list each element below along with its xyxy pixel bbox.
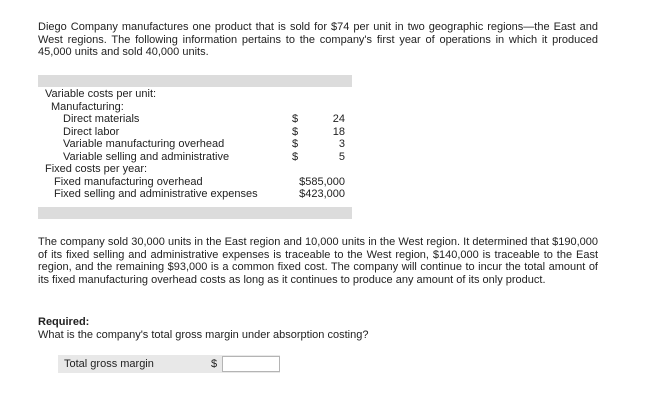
row-label: Variable selling and administrative (63, 150, 230, 163)
total-gross-margin-input[interactable] (222, 356, 280, 372)
table-row-direct-materials (38, 113, 352, 126)
answer-label: Total gross margin (64, 358, 154, 370)
row-value: 18 (332, 125, 345, 138)
intro-paragraph: Diego Company manufactures one product that is sold for $74 per unit in two geographic regions—the East and West regions. The following information pertains to the company's first year of operations in which it produced 45,000 units and sold 40,000 units. (38, 21, 598, 58)
row-label: Direct labor (63, 125, 120, 138)
row-value: 5 (338, 150, 345, 163)
row-label: Fixed manufacturing overhead (54, 175, 203, 188)
question-text: What is the company's total gross margin under absorption costing? (38, 329, 369, 341)
required-heading: Required: (38, 316, 90, 328)
row-currency: $ (292, 150, 299, 163)
row-value: $423,000 (299, 188, 345, 200)
row-value: $585,000 (299, 175, 345, 188)
fixed-costs-label: Fixed costs per year: (45, 163, 148, 175)
row-label: Fixed selling and administrative expenses (54, 188, 258, 200)
row-currency: $ (292, 125, 299, 138)
table-row-variable-selling-admin (38, 151, 352, 164)
table-bottom-divider (38, 207, 352, 219)
row-value: 3 (338, 138, 345, 150)
manufacturing-label: Manufacturing: (51, 100, 124, 113)
table-row-fixed-selling-admin (38, 188, 352, 201)
row-label: Direct materials (63, 113, 140, 125)
table-top-divider (38, 75, 352, 87)
answer-row (58, 355, 280, 373)
row-currency: $ (292, 138, 299, 150)
row-label: Variable manufacturing overhead (63, 138, 225, 150)
row-currency: $ (292, 113, 299, 125)
row-value: 24 (332, 113, 345, 125)
details-paragraph: The company sold 30,000 units in the East region and 10,000 units in the West region. It determined that $190,000 of its fixed selling and administrative expenses is traceable to the West region, $140,000 is traceable to the East region, and the remaining $93,000 is a common fixed cost. The company will continue to incur the total amount of its fixed manufacturing overhead costs as long as it continues to produce any amount of its only product. (38, 236, 598, 286)
table-row-direct-labor (38, 126, 352, 139)
answer-currency: $ (211, 358, 218, 370)
manufacturing-header (38, 101, 352, 114)
table-row-fixed-mfg-overhead (38, 176, 352, 189)
fixed-costs-header (38, 163, 352, 176)
variable-costs-header (38, 88, 352, 101)
variable-costs-label: Variable costs per unit: (45, 88, 157, 100)
table-row-variable-mfg-overhead (38, 138, 352, 151)
